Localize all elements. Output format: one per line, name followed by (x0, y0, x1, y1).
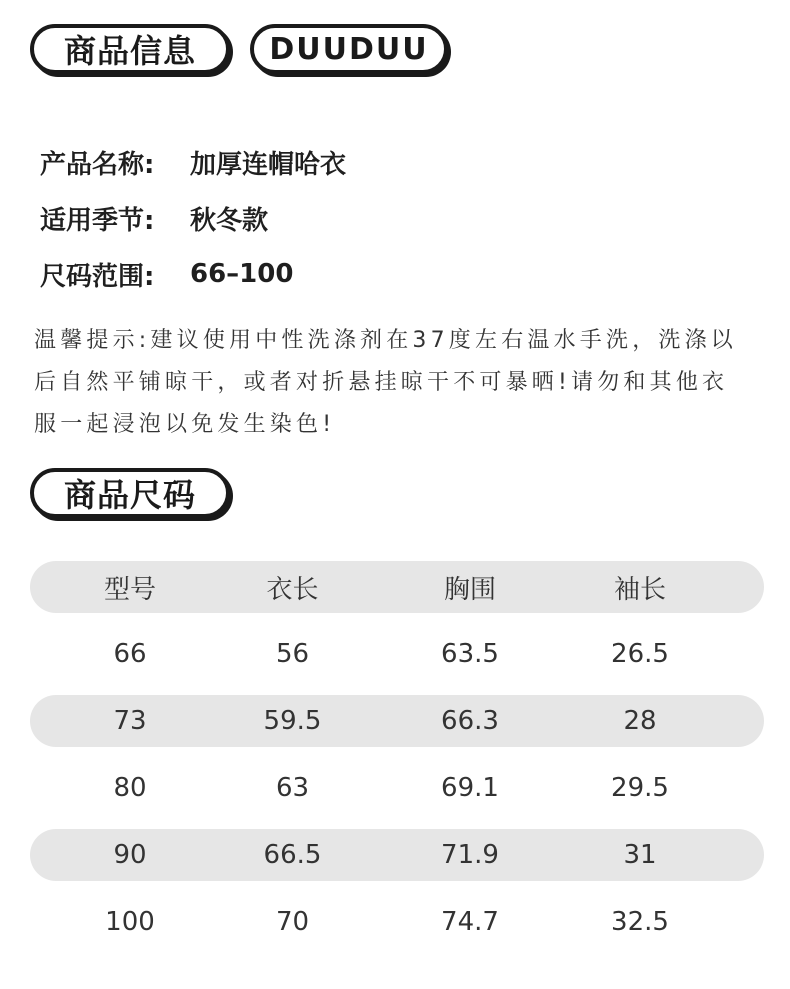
table-cell: 90 (113, 840, 147, 870)
table-cell: 100 (105, 907, 155, 937)
table-cell: 66.5 (263, 840, 322, 870)
header-cell: 衣长 (266, 574, 319, 605)
info-value: 66–100 (190, 259, 294, 289)
table-cell: 56 (275, 639, 310, 669)
table-cell: 74.7 (441, 907, 499, 937)
brand-logo: DUUDUU (250, 24, 448, 74)
table-row (30, 762, 764, 814)
table-cell: 71.9 (441, 840, 499, 870)
info-label: 尺码范围: (40, 261, 155, 292)
info-label: 产品名称: (40, 149, 155, 180)
header-cell: 型号 (103, 574, 156, 605)
header-cell: 袖长 (613, 574, 666, 605)
table-cell: 66.3 (441, 706, 499, 736)
info-label: 适用季节: (40, 205, 155, 236)
table-cell: 80 (113, 773, 147, 803)
size-chart-heading: 商品尺码 (30, 468, 230, 518)
info-value: 加厚连帽哈衣 (190, 149, 347, 180)
info-row-name (40, 134, 740, 190)
table-row (30, 628, 764, 680)
table-row (30, 829, 764, 881)
table-cell: 69.1 (441, 773, 499, 803)
info-value: 秋冬款 (190, 205, 269, 236)
care-tip: 温馨提示:建议使用中性洗涤剂在37度左右温水手洗，洗涤以后自然平铺晾干，或者对折悬挂晾干不可暴晒!请勿和其他衣服一起浸泡以免发生染色! (34, 328, 738, 437)
table-row (30, 695, 764, 747)
size-table-header (30, 561, 764, 613)
table-cell: 29.5 (611, 773, 669, 803)
table-cell: 73 (113, 706, 147, 736)
info-row-size-range (40, 246, 740, 302)
table-cell: 32.5 (611, 907, 669, 937)
table-cell: 70 (275, 907, 310, 937)
table-row (30, 896, 764, 948)
table-cell: 63.5 (441, 639, 499, 669)
table-cell: 28 (623, 706, 657, 736)
size-table (30, 561, 764, 963)
product-info-list (40, 134, 740, 302)
table-cell: 59.5 (263, 706, 322, 736)
table-cell: 26.5 (611, 639, 669, 669)
info-row-season (40, 190, 740, 246)
table-cell: 63 (275, 773, 310, 803)
product-info-heading: 商品信息 (30, 24, 230, 74)
table-cell: 31 (623, 840, 657, 870)
header-cell: 胸围 (443, 574, 496, 605)
table-cell: 66 (113, 639, 147, 669)
